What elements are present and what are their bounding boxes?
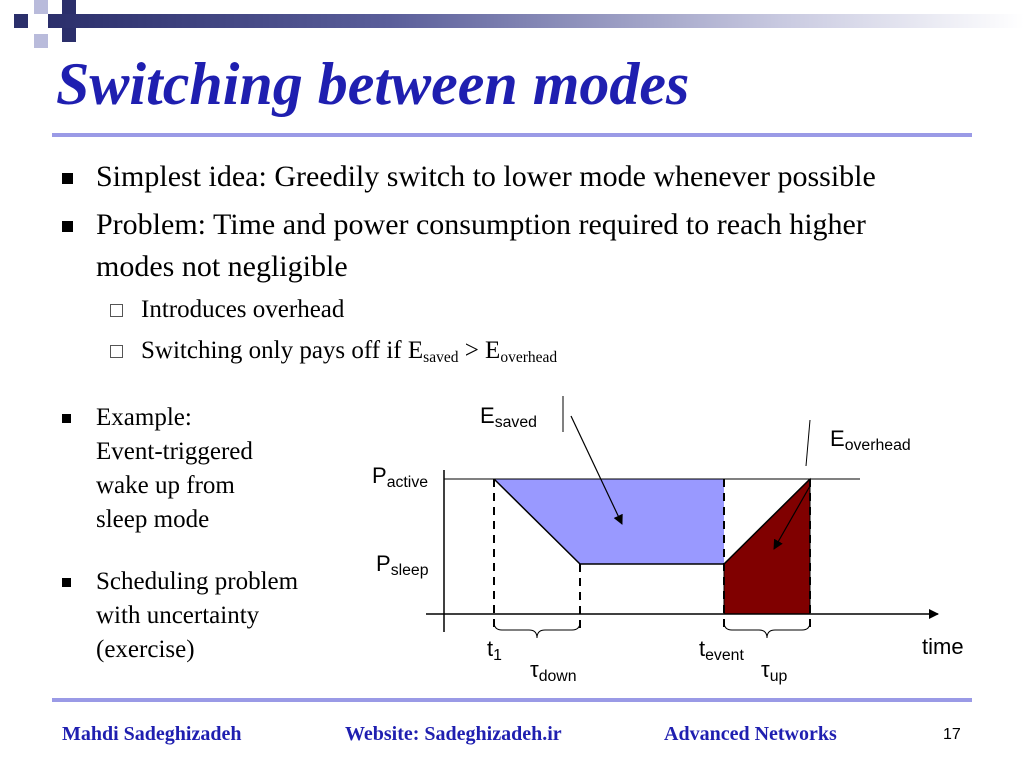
label-t1: $t_1$ xyxy=(487,636,502,664)
footer-author: Mahdi Sadeghizadeh xyxy=(62,723,242,745)
bullet-problem-line1: Problem: Time and power consumption required to reach higher xyxy=(96,208,866,241)
slide-title: Switching between modes xyxy=(56,51,690,117)
page-number: 17 xyxy=(943,726,961,743)
footer-divider xyxy=(52,698,972,702)
footer-website: Website: Sadeghizadeh.ir xyxy=(345,723,562,745)
tau-down-brace xyxy=(494,622,580,638)
label-e-overhead: $E_{overhead}$ xyxy=(830,426,911,454)
label-t-event: $t_{event}$ xyxy=(699,636,744,664)
label-p-active: $P_{active}$ xyxy=(372,463,429,491)
bullet-problem-line2: modes not negligible xyxy=(96,250,348,283)
footer-course: Advanced Networks xyxy=(664,723,837,745)
saved-energy-area xyxy=(494,479,724,564)
label-tau-up: $\tau_{up}$ xyxy=(761,657,788,685)
label-p-sleep: $P_{sleep}$ xyxy=(376,551,429,579)
sub-bullet-pays-off: Switching only pays off if $E_{saved} > E_{overhead}$ xyxy=(141,337,558,366)
side-bullet-example: Example: Event-triggered wake up from sleep mode xyxy=(96,404,253,533)
overhead-energy-area xyxy=(724,479,810,614)
bullet-simplest-idea: Simplest idea: Greedily switch to lower mode whenever possible xyxy=(96,160,876,193)
label-tau-down: $\tau_{down}$ xyxy=(530,657,577,685)
e-overhead-callout-tick xyxy=(806,420,810,466)
label-time-axis: time xyxy=(922,634,964,659)
sub-bullet-overhead: Introduces overhead xyxy=(141,296,345,323)
label-e-saved: $E_{saved}$ xyxy=(480,403,537,431)
side-bullet-scheduling: Scheduling problem with uncertainty (exercise) xyxy=(96,568,299,663)
